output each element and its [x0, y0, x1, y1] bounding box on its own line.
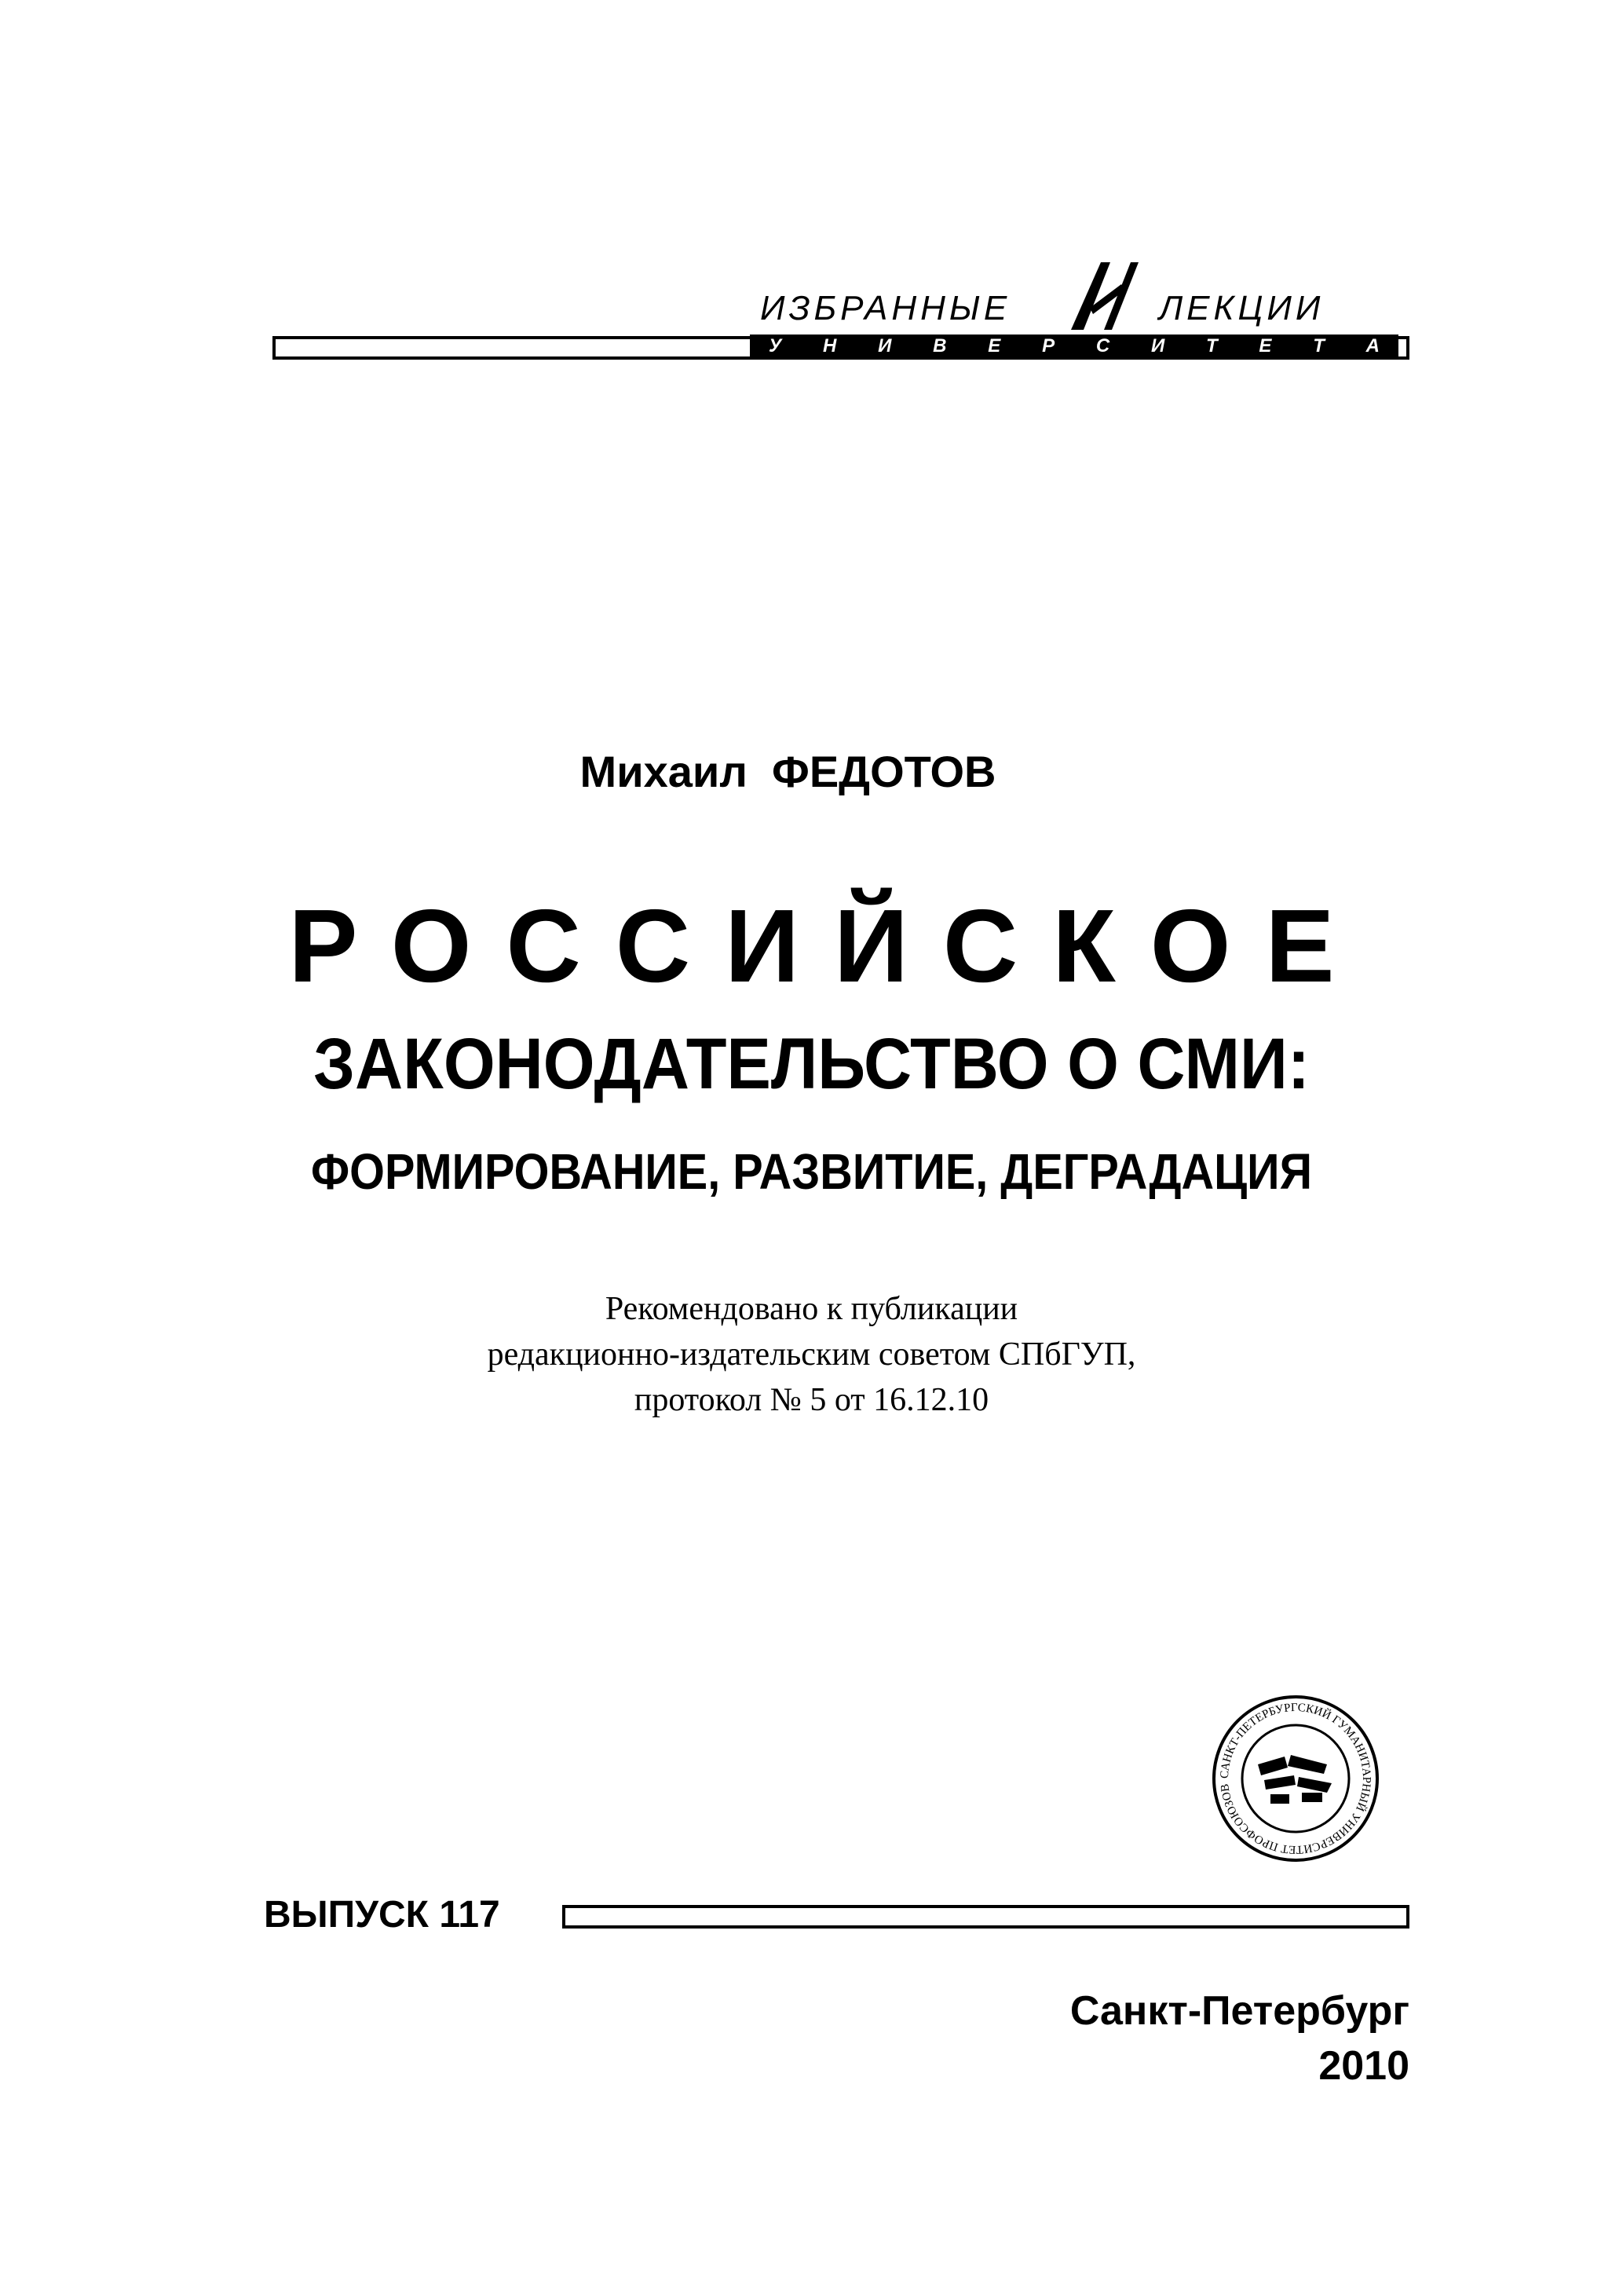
- series-subtitle-letter: И: [878, 335, 892, 356]
- recommendation-line-3: протокол № 5 от 16.12.10: [634, 1382, 989, 1418]
- series-subtitle-letter: И: [1150, 335, 1165, 356]
- series-subtitle-letter: Е: [988, 335, 1001, 356]
- series-subtitle-letter: У: [769, 335, 782, 356]
- issue-rule: [562, 1905, 1409, 1929]
- series-title-left: ИЗБРАННЫЕ: [760, 289, 1011, 327]
- series-subtitle-letter: С: [1095, 335, 1110, 356]
- book-title-line-2: ЗАКОНОДАТЕЛЬСТВО О СМИ:: [313, 1024, 1310, 1104]
- book-subtitle: ФОРМИРОВАНИЕ, РАЗВИТИЕ, ДЕГРАДАЦИЯ: [311, 1143, 1312, 1200]
- seal-ring-text: САНКТ-ПЕТЕРБУРГСКИЙ ГУМАНИТАРНЫЙ УНИВЕРСИТЕТ ПРОФСОЮЗОВ: [1218, 1701, 1373, 1856]
- series-subtitle-letter: Н: [823, 335, 837, 356]
- series-subtitle-letter: Р: [1042, 335, 1055, 356]
- issue-number: ВЫПУСК 117: [264, 1894, 500, 1936]
- recommendation-line-1: Рекомендовано к публикации: [605, 1291, 1018, 1327]
- series-subtitle-letter: Т: [1313, 335, 1325, 356]
- imprint-year: 2010: [1318, 2043, 1409, 2089]
- recommendation-line-2: редакционно-издательским советом СПбГУП,: [487, 1336, 1136, 1373]
- book-title-line-1: РОССИЙСКОЕ: [288, 888, 1369, 1004]
- university-seal-icon: [1209, 1692, 1382, 1865]
- author-name: Михаил ФЕДОТОВ: [579, 747, 996, 796]
- series-subtitle-letter: В: [933, 335, 947, 356]
- series-subtitle-letter: Т: [1205, 335, 1218, 356]
- imprint-city: Санкт-Петербург: [1069, 1988, 1409, 2034]
- series-title-right: ЛЕКЦИИ: [1159, 289, 1325, 327]
- series-subtitle-letter: Е: [1259, 335, 1272, 356]
- series-subtitle: [750, 335, 1398, 358]
- series-subtitle-letter: А: [1365, 335, 1380, 356]
- series-monogram-icon: [1066, 261, 1148, 331]
